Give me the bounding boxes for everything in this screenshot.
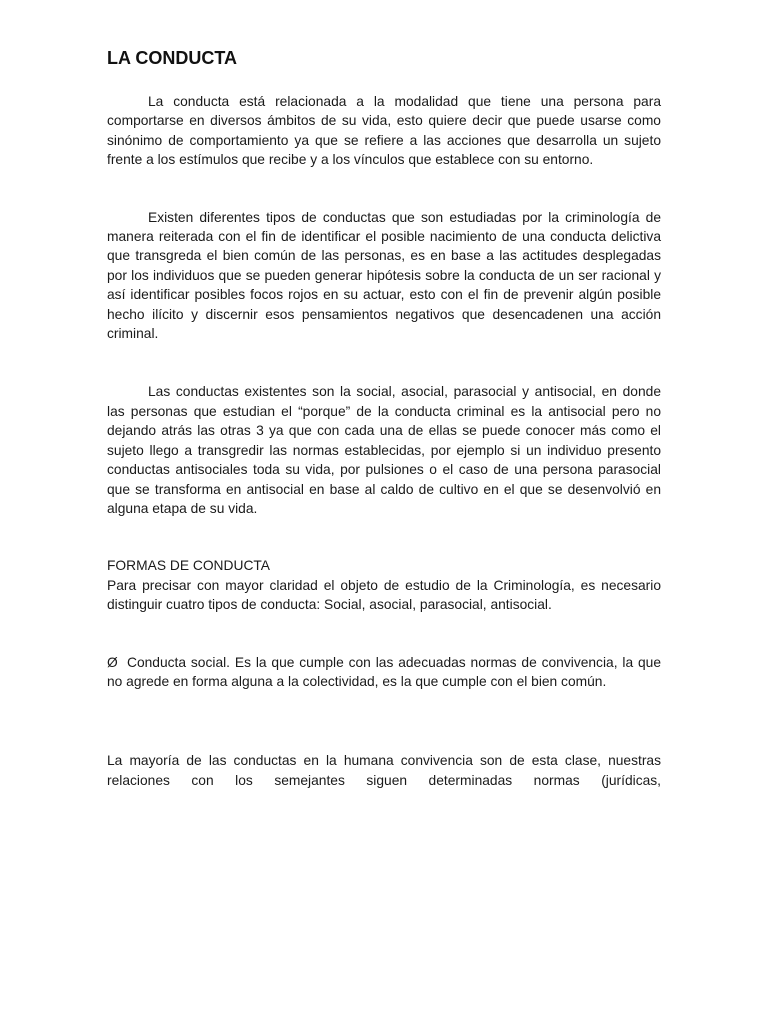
bullet-item-conducta-social (107, 653, 661, 692)
paragraph-criminology-scope: Para precisar con mayor claridad el objeto de estudio de la Criminología, es necesario distinguir cuatro tipos de conducta: Social, asocial, parasocial, antisocial. (107, 577, 661, 613)
section-heading-formas: FORMAS DE CONDUCTA (107, 558, 271, 574)
bullet-item-text: Conducta social. Es la que cumple con las adecuadas normas de convivencia, la que no agrede en forma alguna a la colectividad, es la que cumple con el bien común. (107, 654, 661, 689)
paragraph-majority-conducts: La mayoría de las conductas en la humana convivencia son de esta clase, nuestras relaciones con los semejantes siguen determinadas normas (jurídicas, (107, 753, 661, 788)
paragraph-conducta-types: Existen diferentes tipos de conductas que son estudiadas por la criminología de manera reiterada con el fin de identificar el posible nacimiento de una conducta delictiva que transgreda el bien común de las personas, es en base a las actitudes desplegadas por los individuos que se pueden generar hipótesis sobre la conducta de un ser racional y así identificar posibles focos rojos en su actuar, esto con el fin de prevenir algún posible hecho ilícito y discernir esos pensamientos negativos que desencadenen una acción criminal. (107, 209, 661, 342)
document-body (107, 44, 661, 790)
paragraph-existing-conducts: Las conductas existentes son la social, asocial, parasocial y antisocial, en donde las personas que estudian el “porque” de la conducta criminal es la antisocial pero no dejando atrás las otras 3 ya que con cada una de ellas se puede conocer más como el sujeto llego a transgredir las normas establecidas, por ejemplo si un individuo presento conductas antisociales toda su vida, por pulsiones o el caso de una persona parasocial que se transforma en antisocial en base al caldo de cultivo en el que se desenvolvió en alguna etapa de su vida. (107, 384, 661, 516)
bullet-marker: Ø (107, 654, 118, 670)
paragraph-conducta-definition: La conducta está relacionada a la modalidad que tiene una persona para comportarse en diversos ámbitos de su vida, esto quiere decir que puede usarse como sinónimo de comportamiento ya que se refiere a las acciones que desarrolla un sujeto frente a los estímulos que recibe y a los vínculos que establece con su entorno. (107, 94, 661, 168)
document-title: LA CONDUCTA (107, 48, 237, 68)
